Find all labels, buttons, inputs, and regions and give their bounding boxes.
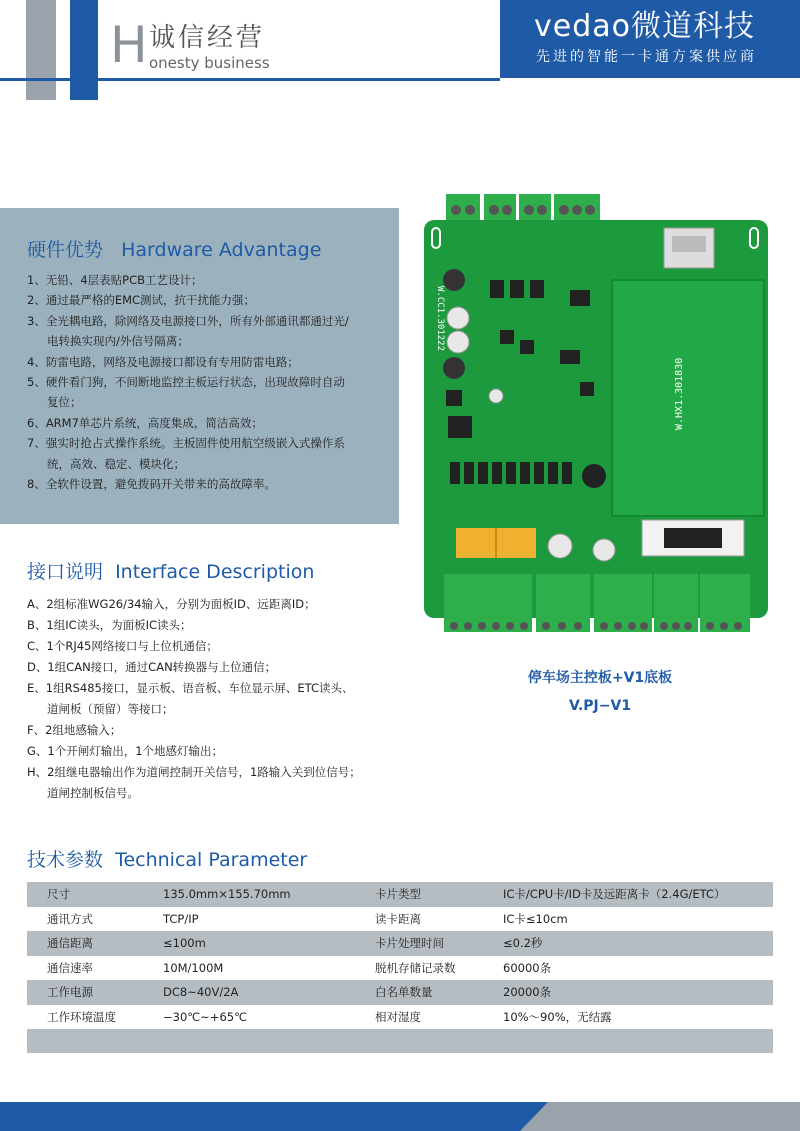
param-value: ≤0.2秒	[503, 936, 543, 951]
list-item: 6、ARM7单芯片系统，高度集成，简洁高效；	[27, 415, 263, 430]
list-item: 1、无铅、4层表贴PCB工艺设计；	[27, 273, 203, 287]
interface-title: 接口说明 Interface Description	[27, 561, 315, 583]
list-item: H、2组继电器输出作为道闸控制开关信号，1路输入关到位信号；	[27, 765, 361, 779]
list-item: 2、通过最严格的EMC测试，抗干扰能力强；	[27, 293, 256, 308]
param-key: 通信距离	[47, 936, 93, 951]
header-title-cn: 诚信经营	[149, 23, 266, 53]
param-key: 相对湿度	[375, 1009, 421, 1024]
header-title-en: onesty business	[149, 54, 270, 72]
param-value: 20000条	[503, 985, 552, 1000]
brand-slogan: 先进的智能一卡通方案供应商	[536, 49, 757, 65]
list-item: 5、硬件看门狗，不间断地监控主板运行状态，出现故障时自动	[27, 375, 345, 390]
table-row	[27, 1029, 773, 1053]
list-item: 道闸板（预留）等接口；	[47, 702, 174, 716]
param-key: 脱机存储记录数	[375, 960, 456, 975]
param-value: 135.0mm×155.70mm	[163, 887, 291, 902]
list-item: E、1组RS485接口，显示板、语音板、车位显示屏、ETC读头、	[27, 681, 354, 695]
footer-gray-block	[520, 1102, 800, 1131]
param-value: 60000条	[503, 960, 552, 975]
list-item: 统，高效、稳定、模块化；	[47, 456, 185, 471]
table-row	[27, 882, 773, 907]
brand-logo: vedao微道科技	[534, 9, 755, 44]
header-rule	[0, 78, 500, 81]
list-item: 电转换实现内/外信号隔离；	[47, 334, 189, 349]
pcb-board-image	[420, 190, 772, 646]
list-item: A、2组标准WG26/34输入，分别为面板ID、远距离ID；	[27, 597, 316, 611]
bottom-terminal-blocks	[444, 574, 750, 632]
list-item: D、1组CAN接口，通过CAN转换器与上位通信；	[27, 660, 277, 674]
hardware-title: 硬件优势 Hardware Advantage	[27, 239, 322, 261]
param-key: 工作环境温度	[47, 1009, 116, 1024]
param-value: −30℃~+65℃	[163, 1009, 248, 1024]
param-key: 通讯方式	[47, 911, 93, 926]
param-key: 白名单数量	[375, 985, 433, 1000]
header-blue-block	[70, 0, 98, 100]
param-key: 卡片处理时间	[375, 936, 444, 951]
list-item: 3、全光耦电路，除网络及电源接口外，所有外部通讯都通过光/	[27, 313, 349, 328]
list-item: B、1组IC读头，为面板IC读头；	[27, 618, 192, 632]
table-row	[27, 980, 773, 1005]
param-key: 卡片类型	[375, 887, 421, 902]
board-label-1: W.CC1.301222	[435, 286, 445, 352]
table-row	[27, 907, 773, 932]
interface-list	[27, 594, 397, 804]
param-value: TCP/IP	[163, 911, 199, 926]
param-value: IC卡≤10cm	[503, 911, 568, 926]
hardware-list	[27, 270, 387, 494]
table-row	[27, 1005, 773, 1030]
table-row	[27, 931, 773, 956]
param-key: 通信速率	[47, 960, 93, 975]
board-label-2: W.HX1.301830	[674, 357, 685, 430]
param-value: IC卡/CPU卡/ID卡及远距离卡（2.4G/ETC）	[503, 887, 726, 902]
list-item: 4、防雷电路，网络及电源接口都设有专用防雷电路；	[27, 354, 299, 369]
list-item: C、1个RJ45网络接口与上位机通信；	[27, 639, 218, 653]
param-key: 尺寸	[47, 887, 70, 902]
list-item: G、1个开闸灯输出，1个地感灯输出；	[27, 744, 224, 758]
tech-table	[27, 882, 773, 1053]
list-item: 复位；	[47, 395, 82, 410]
tech-title: 技术参数 Technical Parameter	[27, 849, 308, 871]
table-row	[27, 956, 773, 981]
param-value: DC8~40V/2A	[163, 985, 239, 1000]
board-caption-name: 停车场主控板+V1底板	[527, 670, 673, 686]
list-item: 7、强实时抢占式操作系统。主板固件使用航空级嵌入式操作系	[27, 436, 345, 451]
header-letter: H	[110, 16, 148, 74]
header-gray-block	[26, 0, 56, 100]
param-key: 工作电源	[47, 985, 93, 1000]
param-key: 读卡距离	[375, 911, 421, 926]
list-item: 8、全软件设置，避免拨码开关带来的高故障率。	[27, 477, 276, 492]
param-value: 10M/100M	[163, 960, 224, 975]
list-item: 道闸控制板信号。	[47, 786, 139, 800]
board-caption-model: V.PJ−V1	[568, 698, 632, 714]
param-value: 10%～90%，无结露	[503, 1009, 612, 1024]
list-item: F、2组地感输入；	[27, 723, 122, 737]
param-value: ≤100m	[163, 936, 206, 951]
